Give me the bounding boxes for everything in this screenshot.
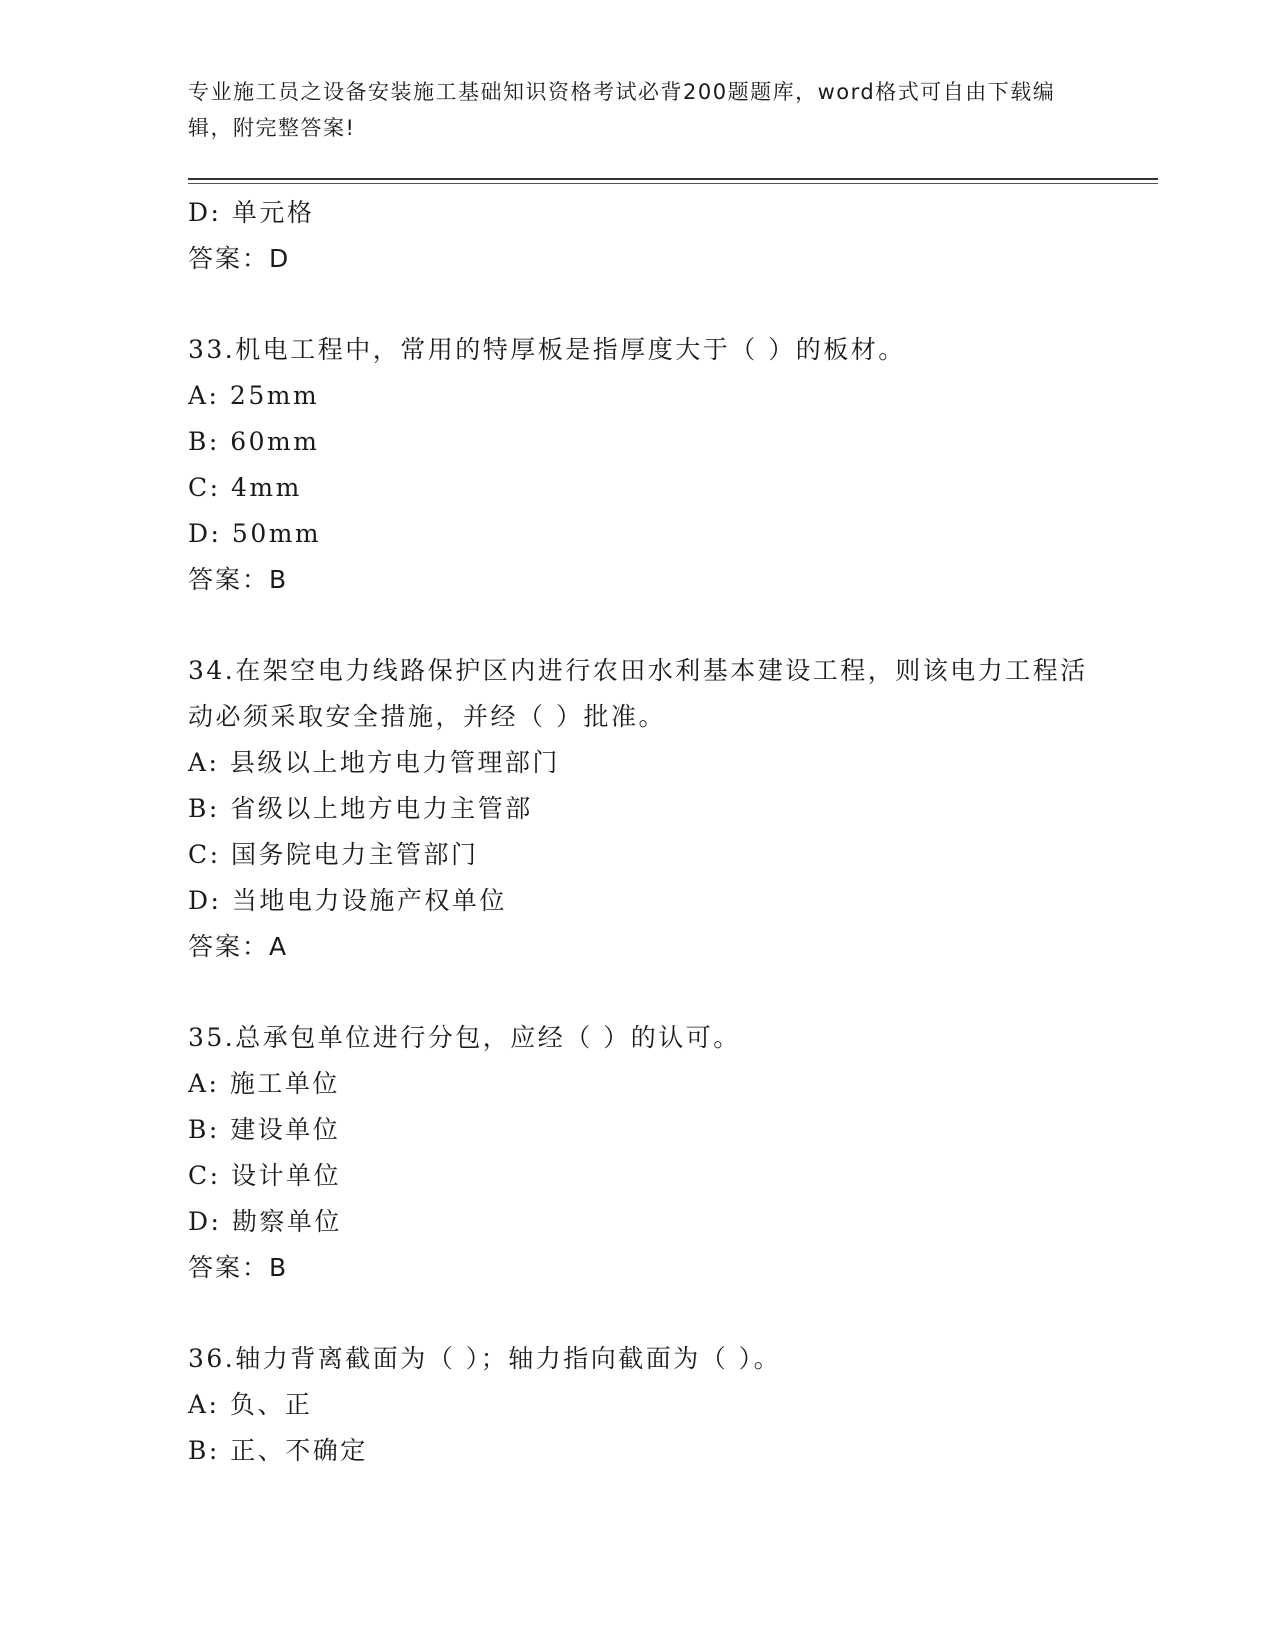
- option-a: A: 25mm: [188, 381, 320, 410]
- option-d: D: 勘察单位: [188, 1207, 342, 1236]
- option-a: A: 负、正: [188, 1390, 313, 1419]
- question-list: [188, 190, 1088, 1474]
- continued-question: [188, 190, 1088, 282]
- answer-line: 答案：B: [188, 565, 289, 594]
- question-stem: 36.轴力背离截面为（ ）；轴力指向截面为（ ）。: [188, 1344, 782, 1373]
- spacer: [188, 1291, 1088, 1336]
- question-stem: 35.总承包单位进行分包，应经（ ）的认可。: [188, 1023, 741, 1052]
- answer-line: 答案：D: [188, 244, 291, 273]
- option-d: D: 50mm: [188, 519, 322, 548]
- spacer: [188, 603, 1088, 648]
- option-b: B: 建设单位: [188, 1115, 341, 1144]
- header-divider-thick: [188, 178, 1158, 180]
- question-35: [188, 1015, 1088, 1291]
- spacer: [188, 970, 1088, 1015]
- option-a: A: 县级以上地方电力管理部门: [188, 748, 560, 777]
- spacer: [188, 282, 1088, 327]
- question-36: [188, 1336, 1088, 1474]
- answer-line: 答案：A: [188, 932, 289, 961]
- header-divider-thin: [188, 183, 1158, 184]
- option-c: C: 设计单位: [188, 1161, 341, 1190]
- option-b: B: 正、不确定: [188, 1436, 368, 1465]
- question-34: [188, 648, 1088, 970]
- option-d: D: 当地电力设施产权单位: [188, 886, 507, 915]
- option-c: C: 4mm: [188, 473, 302, 502]
- option-a: A: 施工单位: [188, 1069, 340, 1098]
- option-d: D: 单元格: [188, 198, 315, 227]
- document-header: 专业施工员之设备安装施工基础知识资格考试必背200题题库，word格式可自由下载编辑，附完整答案!: [188, 80, 1056, 140]
- question-33: [188, 327, 1088, 603]
- answer-line: 答案：B: [188, 1253, 289, 1282]
- option-b: B: 省级以上地方电力主管部: [188, 794, 533, 823]
- option-b: B: 60mm: [188, 427, 320, 456]
- question-stem: 33.机电工程中，常用的特厚板是指厚度大于（ ）的板材。: [188, 335, 906, 364]
- question-stem: 34.在架空电力线路保护区内进行农田水利基本建设工程，则该电力工程活动必须采取安全措施，并经（ ）批准。: [188, 656, 1088, 731]
- option-c: C: 国务院电力主管部门: [188, 840, 479, 869]
